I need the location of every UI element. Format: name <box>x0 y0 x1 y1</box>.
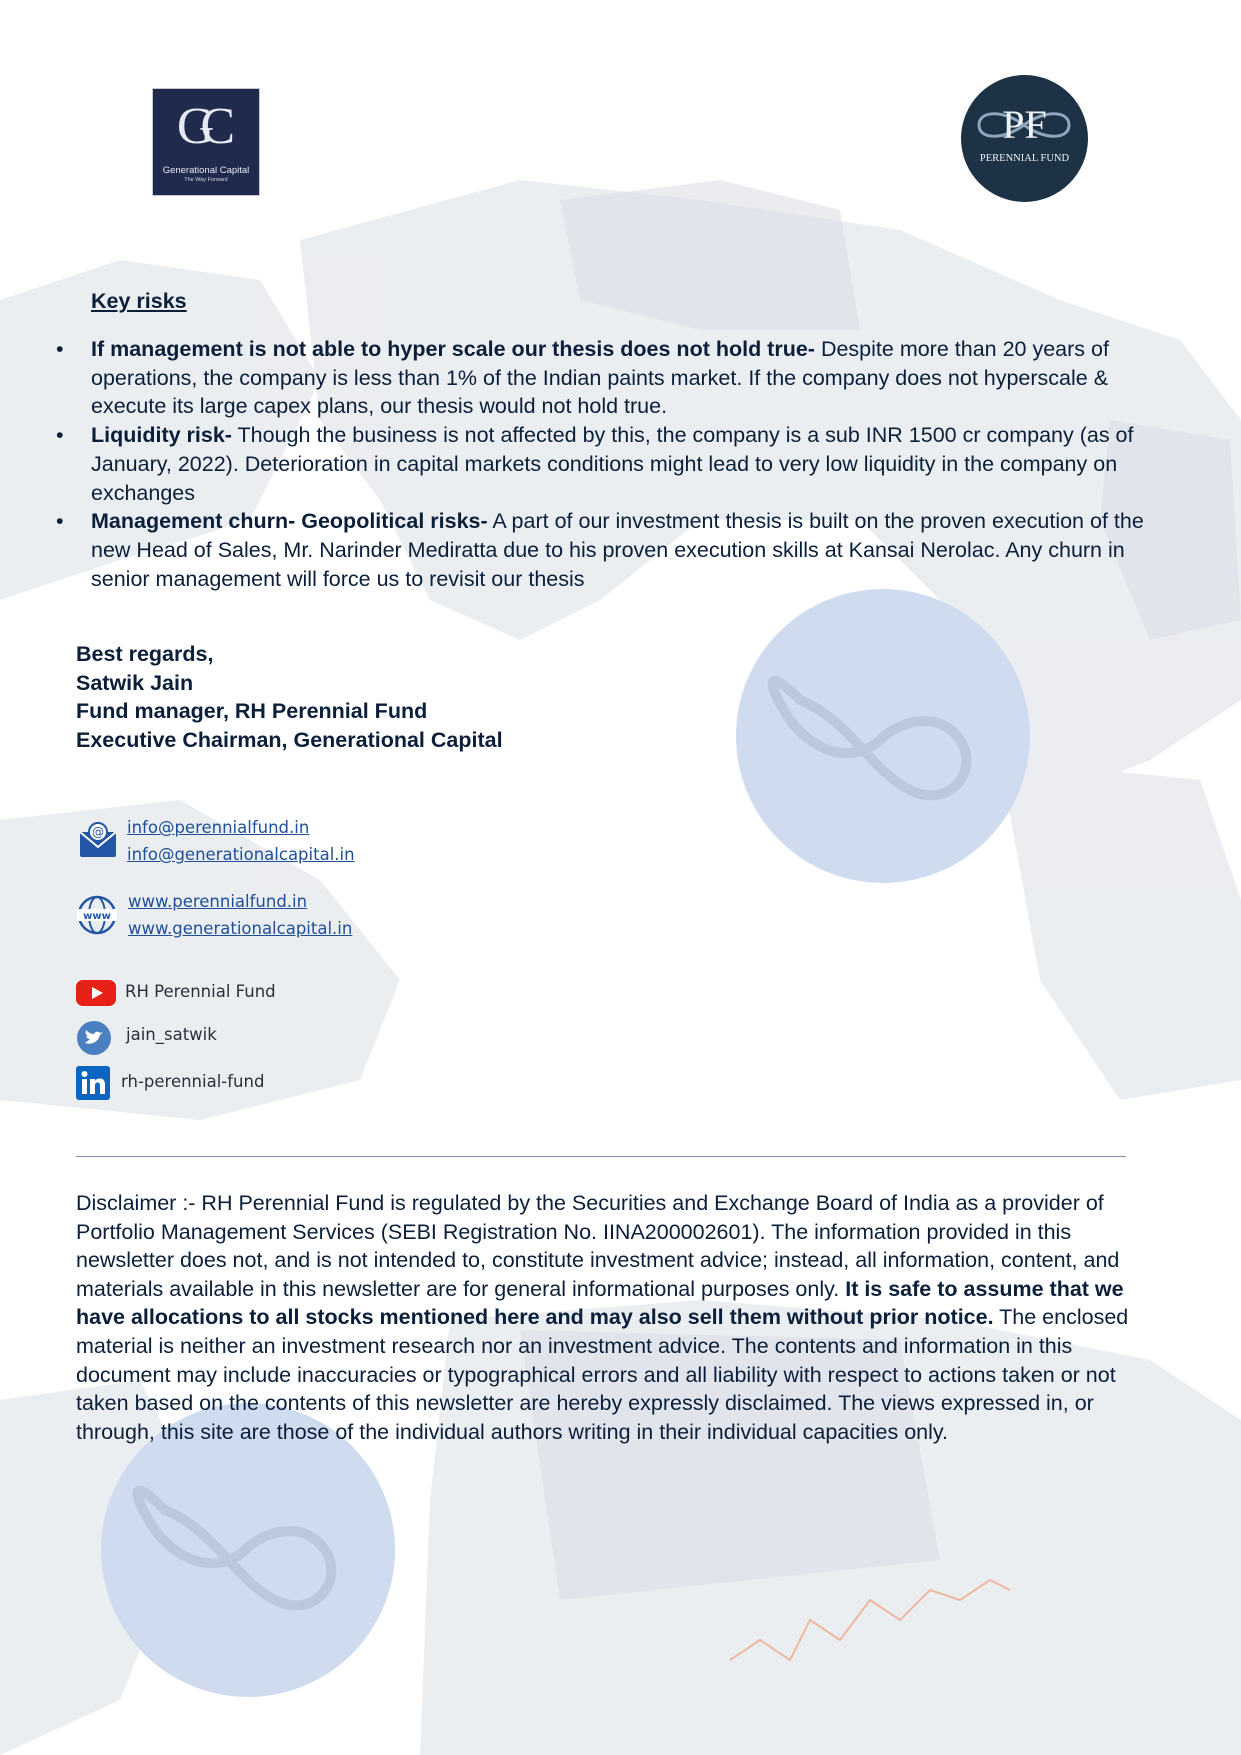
risk-title: If management is not able to hyper scale our thesis does not hold true- <box>91 337 815 361</box>
linkedin-page-label: rh-perennial-fund <box>121 1072 265 1091</box>
email-link-generationalcapital[interactable]: info@generationalcapital.in <box>127 845 355 864</box>
disclaimer-paragraph <box>76 1189 1166 1446</box>
twitter-icon <box>76 1020 112 1056</box>
risk-title: Management churn- Geopolitical risks- <box>91 509 488 534</box>
disclaimer-bold-text: It is safe to assume that we have allocations to all stocks mentioned here and may also sell them without prior notice. <box>76 1276 1124 1330</box>
risk-title: Liquidity risk- <box>91 423 232 448</box>
key-risks-list <box>91 335 1171 593</box>
svg-text:www: www <box>83 911 111 922</box>
signer-name: Satwik Jain <box>76 670 194 695</box>
globe-www-icon <box>76 894 118 936</box>
pf-logo-mark: PF <box>1002 102 1047 147</box>
risk-item <box>91 335 1171 421</box>
closing-text: Best regards, <box>76 642 214 666</box>
gc-logo-mark: GC <box>176 98 222 155</box>
pf-logo-name: PERENNIAL FUND <box>979 153 1070 164</box>
svg-text:@: @ <box>92 825 104 839</box>
youtube-icon <box>76 978 116 1006</box>
website-link-perennialfund[interactable]: www.perennialfund.in <box>128 892 308 911</box>
email-link-perennialfund[interactable]: info@perennialfund.in <box>127 818 310 837</box>
generational-capital-logo <box>152 88 260 196</box>
key-risks-heading: Key risks <box>91 289 187 313</box>
youtube-channel-label: RH Perennial Fund <box>125 982 276 1001</box>
section-divider <box>76 1156 1126 1157</box>
website-link-generationalcapital[interactable]: www.generationalcapital.in <box>128 919 353 938</box>
risk-description: A part of our investment thesis is built on the proven execution of the new Head of Sales, Mr. Narinder Mediratta due to his proven execution skills at Kansai Nerolac. Any churn in senior management will force us to revisit our thesis <box>91 509 1144 591</box>
email-links <box>127 814 355 868</box>
risk-description: Though the business is not affected by this, the company is a sub INR 1500 cr company (as of January, 2022). Deterioration in capital markets conditions might lead to very low liquidity in the company on exchanges <box>91 423 1134 505</box>
signer-role-2: Executive Chairman, Generational Capital <box>76 727 503 752</box>
risk-item <box>91 507 1171 593</box>
disclaimer-text-2: The enclosed material is neither an investment research nor an investment advice. The contents and information in this document may include inaccuracies or typographical errors and all liability with respect to actions taken or not taken based on the contents of this newsletter are hereby expressly disclaimed. The views expressed in, or through, this site are those of the individual authors writing in their individual capacities only. <box>76 1305 1129 1444</box>
linkedin-icon <box>76 1066 110 1100</box>
risk-item <box>91 421 1171 507</box>
gc-logo-tagline: The Way Forward <box>184 177 228 183</box>
risk-description: Despite more than 20 years of operations, the company is less than 1% of the Indian paints market. If the company does not hyperscale & execute its large capex plans, our thesis would not hold true. <box>91 337 1109 419</box>
website-links <box>128 888 352 942</box>
twitter-handle-label: jain_satwik <box>126 1025 217 1044</box>
signature-block <box>76 640 503 754</box>
signer-role-1: Fund manager, RH Perennial Fund <box>76 699 428 723</box>
perennial-fund-logo <box>961 75 1088 202</box>
email-icon <box>78 820 118 860</box>
disclaimer-text-1: Disclaimer :- RH Perennial Fund is regulated by the Securities and Exchange Board of India as a provider of Portfolio Management Services (SEBI Registration No. IINA200002601). The information provided in this newsletter does not, and is not intended to, constitute investment advice; instead, all information, content, and materials available in this newsletter are for general informational purposes only. <box>76 1191 1120 1301</box>
gc-logo-name: Generational Capital <box>162 165 250 176</box>
